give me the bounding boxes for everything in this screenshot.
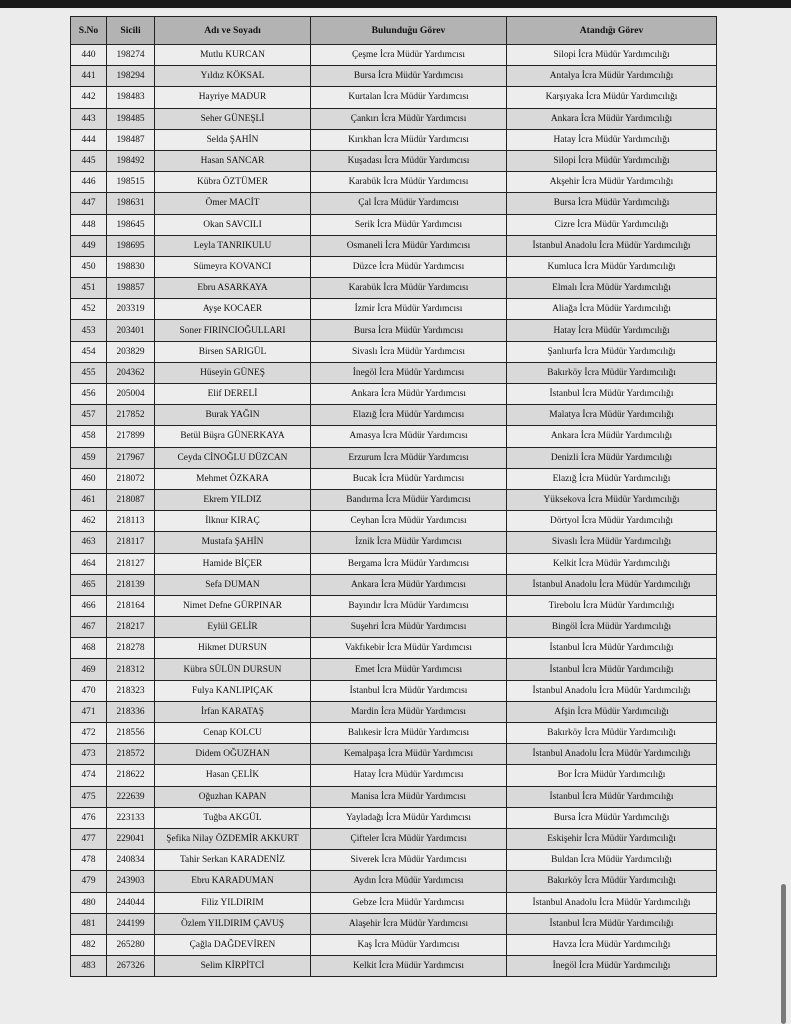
table-row xyxy=(71,172,717,193)
table-row xyxy=(71,786,717,807)
cell-assigned-post: Antalya İcra Müdür Yardımcılığı xyxy=(507,66,717,87)
cell-sno: 464 xyxy=(71,553,107,574)
scrollbar[interactable] xyxy=(781,884,786,1024)
cell-assigned-post: Hatay İcra Müdür Yardımcılığı xyxy=(507,129,717,150)
cell-current-post: Yayladağı İcra Müdür Yardımcısı xyxy=(311,807,507,828)
table-body xyxy=(71,45,717,977)
cell-current-post: Vakfıkebir İcra Müdür Yardımcısı xyxy=(311,638,507,659)
cell-name: Mustafa ŞAHİN xyxy=(155,532,311,553)
table-row xyxy=(71,892,717,913)
cell-assigned-post: İstanbul İcra Müdür Yardımcılığı xyxy=(507,786,717,807)
cell-sno: 466 xyxy=(71,595,107,616)
cell-sicil: 205004 xyxy=(107,384,155,405)
cell-sicil: 218113 xyxy=(107,511,155,532)
header-assigned-post: Atandığı Görev xyxy=(507,17,717,45)
cell-name: Nimet Defne GÜRPINAR xyxy=(155,595,311,616)
cell-assigned-post: İstanbul Anadolu İcra Müdür Yardımcılığı xyxy=(507,744,717,765)
cell-current-post: Bandırma İcra Müdür Yardımcısı xyxy=(311,489,507,510)
cell-assigned-post: Aliağa İcra Müdür Yardımcılığı xyxy=(507,299,717,320)
cell-assigned-post: Havza İcra Müdür Yardımcılığı xyxy=(507,934,717,955)
cell-assigned-post: Tirebolu İcra Müdür Yardımcılığı xyxy=(507,595,717,616)
cell-sno: 476 xyxy=(71,807,107,828)
cell-assigned-post: Karşıyaka İcra Müdür Yardımcılığı xyxy=(507,87,717,108)
cell-assigned-post: Bursa İcra Müdür Yardımcılığı xyxy=(507,807,717,828)
table-row xyxy=(71,807,717,828)
cell-current-post: İstanbul İcra Müdür Yardımcısı xyxy=(311,680,507,701)
cell-sicil: 222639 xyxy=(107,786,155,807)
cell-name: Tahir Serkan KARADENİZ xyxy=(155,850,311,871)
cell-current-post: Serik İcra Müdür Yardımcısı xyxy=(311,214,507,235)
appointment-table xyxy=(70,16,717,977)
cell-current-post: Balıkesir İcra Müdür Yardımcısı xyxy=(311,723,507,744)
cell-assigned-post: Şanlıurfa İcra Müdür Yardımcılığı xyxy=(507,341,717,362)
cell-assigned-post: Denizli İcra Müdür Yardımcılığı xyxy=(507,447,717,468)
table-row xyxy=(71,45,717,66)
cell-name: Sümeyra KOVANCI xyxy=(155,256,311,277)
table-row xyxy=(71,278,717,299)
cell-sno: 469 xyxy=(71,659,107,680)
table-row xyxy=(71,511,717,532)
cell-name: Özlem YILDIRIM ÇAVUŞ xyxy=(155,913,311,934)
cell-current-post: Çeşme İcra Müdür Yardımcısı xyxy=(311,45,507,66)
cell-sicil: 198857 xyxy=(107,278,155,299)
cell-sicil: 198515 xyxy=(107,172,155,193)
table-row xyxy=(71,765,717,786)
cell-sicil: 198695 xyxy=(107,235,155,256)
cell-name: Hamide BİÇER xyxy=(155,553,311,574)
cell-assigned-post: Silopi İcra Müdür Yardımcılığı xyxy=(507,150,717,171)
cell-name: Ebru ASARKAYA xyxy=(155,278,311,299)
table-row xyxy=(71,850,717,871)
header-current-post: Bulunduğu Görev xyxy=(311,17,507,45)
cell-assigned-post: Silopi İcra Müdür Yardımcılığı xyxy=(507,45,717,66)
cell-sno: 470 xyxy=(71,680,107,701)
cell-current-post: Bayındır İcra Müdür Yardımcısı xyxy=(311,595,507,616)
cell-sicil: 217967 xyxy=(107,447,155,468)
cell-sicil: 198645 xyxy=(107,214,155,235)
cell-assigned-post: Eskişehir İcra Müdür Yardımcılığı xyxy=(507,828,717,849)
cell-current-post: Kemalpaşa İcra Müdür Yardımcısı xyxy=(311,744,507,765)
cell-sno: 443 xyxy=(71,108,107,129)
cell-sicil: 203829 xyxy=(107,341,155,362)
cell-sno: 467 xyxy=(71,617,107,638)
cell-assigned-post: Dörtyol İcra Müdür Yardımcılığı xyxy=(507,511,717,532)
cell-current-post: Kaş İcra Müdür Yardımcısı xyxy=(311,934,507,955)
cell-name: Hikmet DURSUN xyxy=(155,638,311,659)
top-edge xyxy=(0,0,791,8)
cell-name: Hayriye MADUR xyxy=(155,87,311,108)
cell-sno: 458 xyxy=(71,426,107,447)
cell-sicil: 218336 xyxy=(107,701,155,722)
cell-name: Ekrem YILDIZ xyxy=(155,489,311,510)
cell-sno: 450 xyxy=(71,256,107,277)
cell-name: Ebru KARADUMAN xyxy=(155,871,311,892)
cell-sicil: 218622 xyxy=(107,765,155,786)
table-row xyxy=(71,150,717,171)
cell-name: Birsen SARIGÜL xyxy=(155,341,311,362)
cell-sicil: 204362 xyxy=(107,362,155,383)
table-row xyxy=(71,934,717,955)
cell-sno: 455 xyxy=(71,362,107,383)
cell-current-post: Mardin İcra Müdür Yardımcısı xyxy=(311,701,507,722)
table-row xyxy=(71,638,717,659)
cell-sicil: 203319 xyxy=(107,299,155,320)
cell-assigned-post: Elazığ İcra Müdür Yardımcılığı xyxy=(507,468,717,489)
table-row xyxy=(71,426,717,447)
table-row xyxy=(71,828,717,849)
cell-current-post: Manisa İcra Müdür Yardımcısı xyxy=(311,786,507,807)
cell-name: Kübra ÖZTÜMER xyxy=(155,172,311,193)
table-row xyxy=(71,235,717,256)
table-row xyxy=(71,723,717,744)
cell-sicil: 218572 xyxy=(107,744,155,765)
table-row xyxy=(71,701,717,722)
cell-sno: 463 xyxy=(71,532,107,553)
table-row xyxy=(71,341,717,362)
cell-sicil: 218087 xyxy=(107,489,155,510)
cell-assigned-post: Buldan İcra Müdür Yardımcılığı xyxy=(507,850,717,871)
cell-name: Soner FIRINCIOĞULLARI xyxy=(155,320,311,341)
cell-sno: 442 xyxy=(71,87,107,108)
table-row xyxy=(71,299,717,320)
table-row xyxy=(71,87,717,108)
cell-sno: 471 xyxy=(71,701,107,722)
table-row xyxy=(71,532,717,553)
cell-sicil: 218072 xyxy=(107,468,155,489)
cell-sno: 481 xyxy=(71,913,107,934)
cell-assigned-post: İstanbul İcra Müdür Yardımcılığı xyxy=(507,913,717,934)
cell-sno: 453 xyxy=(71,320,107,341)
table-row xyxy=(71,256,717,277)
cell-sno: 448 xyxy=(71,214,107,235)
cell-sicil: 198274 xyxy=(107,45,155,66)
cell-assigned-post: Akşehir İcra Müdür Yardımcılığı xyxy=(507,172,717,193)
cell-sno: 444 xyxy=(71,129,107,150)
cell-current-post: İzmir İcra Müdür Yardımcısı xyxy=(311,299,507,320)
cell-name: Mehmet ÖZKARA xyxy=(155,468,311,489)
cell-assigned-post: İstanbul İcra Müdür Yardımcılığı xyxy=(507,659,717,680)
cell-assigned-post: Elmalı İcra Müdür Yardımcılığı xyxy=(507,278,717,299)
cell-current-post: İznik İcra Müdür Yardımcısı xyxy=(311,532,507,553)
cell-sno: 472 xyxy=(71,723,107,744)
table-row xyxy=(71,595,717,616)
cell-current-post: Karabük İcra Müdür Yardımcısı xyxy=(311,278,507,299)
cell-current-post: Bergama İcra Müdür Yardımcısı xyxy=(311,553,507,574)
cell-name: Kübra SÜLÜN DURSUN xyxy=(155,659,311,680)
table-row xyxy=(71,405,717,426)
cell-current-post: Ceyhan İcra Müdür Yardımcısı xyxy=(311,511,507,532)
cell-sicil: 217899 xyxy=(107,426,155,447)
cell-name: Filiz YILDIRIM xyxy=(155,892,311,913)
cell-name: İrfan KARATAŞ xyxy=(155,701,311,722)
cell-current-post: Alaşehir İcra Müdür Yardımcısı xyxy=(311,913,507,934)
cell-assigned-post: Kumluca İcra Müdür Yardımcılığı xyxy=(507,256,717,277)
cell-sno: 454 xyxy=(71,341,107,362)
cell-name: Burak YAĞIN xyxy=(155,405,311,426)
cell-sno: 478 xyxy=(71,850,107,871)
cell-sno: 459 xyxy=(71,447,107,468)
cell-name: Oğuzhan KAPAN xyxy=(155,786,311,807)
cell-name: Hasan SANCAR xyxy=(155,150,311,171)
table-row xyxy=(71,108,717,129)
cell-sno: 479 xyxy=(71,871,107,892)
cell-name: Yıldız KÖKSAL xyxy=(155,66,311,87)
cell-name: Sefa DUMAN xyxy=(155,574,311,595)
cell-sicil: 218139 xyxy=(107,574,155,595)
cell-sicil: 218164 xyxy=(107,595,155,616)
cell-name: Selda ŞAHİN xyxy=(155,129,311,150)
cell-sicil: 217852 xyxy=(107,405,155,426)
cell-name: Hasan ÇELİK xyxy=(155,765,311,786)
cell-sno: 445 xyxy=(71,150,107,171)
table-row xyxy=(71,193,717,214)
cell-current-post: Düzce İcra Müdür Yardımcısı xyxy=(311,256,507,277)
cell-assigned-post: Kelkit İcra Müdür Yardımcılığı xyxy=(507,553,717,574)
table-row xyxy=(71,489,717,510)
cell-sno: 483 xyxy=(71,956,107,977)
cell-assigned-post: Bakırköy İcra Müdür Yardımcılığı xyxy=(507,871,717,892)
cell-sno: 477 xyxy=(71,828,107,849)
cell-sicil: 203401 xyxy=(107,320,155,341)
cell-name: Ceyda CİNOĞLU DÜZCAN xyxy=(155,447,311,468)
table-row xyxy=(71,320,717,341)
table-header-row xyxy=(71,17,717,45)
cell-current-post: Gebze İcra Müdür Yardımcısı xyxy=(311,892,507,913)
cell-sicil: 198487 xyxy=(107,129,155,150)
cell-current-post: Siverek İcra Müdür Yardımcısı xyxy=(311,850,507,871)
cell-assigned-post: Malatya İcra Müdür Yardımcılığı xyxy=(507,405,717,426)
cell-name: İlknur KIRAÇ xyxy=(155,511,311,532)
cell-assigned-post: Afşin İcra Müdür Yardımcılığı xyxy=(507,701,717,722)
cell-sno: 462 xyxy=(71,511,107,532)
cell-current-post: Osmaneli İcra Müdür Yardımcısı xyxy=(311,235,507,256)
cell-current-post: Suşehri İcra Müdür Yardımcısı xyxy=(311,617,507,638)
cell-name: Okan SAVCILI xyxy=(155,214,311,235)
cell-sicil: 218117 xyxy=(107,532,155,553)
cell-assigned-post: Hatay İcra Müdür Yardımcılığı xyxy=(507,320,717,341)
cell-assigned-post: İstanbul Anadolu İcra Müdür Yardımcılığı xyxy=(507,574,717,595)
table-row xyxy=(71,956,717,977)
cell-current-post: Ankara İcra Müdür Yardımcısı xyxy=(311,384,507,405)
cell-sno: 441 xyxy=(71,66,107,87)
cell-sno: 460 xyxy=(71,468,107,489)
cell-name: Seher GÜNEŞLİ xyxy=(155,108,311,129)
table-row xyxy=(71,553,717,574)
cell-sicil: 198485 xyxy=(107,108,155,129)
table-row xyxy=(71,129,717,150)
cell-current-post: Kelkit İcra Müdür Yardımcısı xyxy=(311,956,507,977)
cell-assigned-post: Bakırköy İcra Müdür Yardımcılığı xyxy=(507,723,717,744)
cell-assigned-post: Ankara İcra Müdür Yardımcılığı xyxy=(507,426,717,447)
cell-assigned-post: İstanbul İcra Müdür Yardımcılığı xyxy=(507,384,717,405)
header-name: Adı ve Soyadı xyxy=(155,17,311,45)
cell-assigned-post: İstanbul Anadolu İcra Müdür Yardımcılığı xyxy=(507,235,717,256)
cell-assigned-post: İstanbul Anadolu İcra Müdür Yardımcılığı xyxy=(507,680,717,701)
cell-sicil: 243903 xyxy=(107,871,155,892)
cell-sno: 456 xyxy=(71,384,107,405)
cell-current-post: Kurtalan İcra Müdür Yardımcısı xyxy=(311,87,507,108)
cell-name: Ömer MACİT xyxy=(155,193,311,214)
cell-current-post: Emet İcra Müdür Yardımcısı xyxy=(311,659,507,680)
table-row xyxy=(71,871,717,892)
cell-assigned-post: Bakırköy İcra Müdür Yardımcılığı xyxy=(507,362,717,383)
cell-sno: 446 xyxy=(71,172,107,193)
cell-name: Mutlu KURCAN xyxy=(155,45,311,66)
cell-sno: 474 xyxy=(71,765,107,786)
cell-sicil: 218323 xyxy=(107,680,155,701)
cell-name: Selim KİRPİTCİ xyxy=(155,956,311,977)
cell-sicil: 244044 xyxy=(107,892,155,913)
cell-assigned-post: Sivaslı İcra Müdür Yardımcılığı xyxy=(507,532,717,553)
table-row xyxy=(71,574,717,595)
cell-name: Leyla TANRIKULU xyxy=(155,235,311,256)
cell-sno: 473 xyxy=(71,744,107,765)
table-row xyxy=(71,214,717,235)
cell-sicil: 198483 xyxy=(107,87,155,108)
cell-name: Cenap KOLCU xyxy=(155,723,311,744)
table-row xyxy=(71,617,717,638)
cell-sicil: 218127 xyxy=(107,553,155,574)
cell-sicil: 218217 xyxy=(107,617,155,638)
cell-assigned-post: İnegöl İcra Müdür Yardımcılığı xyxy=(507,956,717,977)
cell-sno: 440 xyxy=(71,45,107,66)
cell-name: Ayşe KOCAER xyxy=(155,299,311,320)
cell-sicil: 240834 xyxy=(107,850,155,871)
cell-sicil: 218312 xyxy=(107,659,155,680)
cell-name: Çağla DAĞDEVİREN xyxy=(155,934,311,955)
cell-name: Elif DERELİ xyxy=(155,384,311,405)
cell-current-post: Karabük İcra Müdür Yardımcısı xyxy=(311,172,507,193)
table-row xyxy=(71,913,717,934)
cell-name: Eylül GELİR xyxy=(155,617,311,638)
cell-current-post: Kuşadası İcra Müdür Yardımcısı xyxy=(311,150,507,171)
cell-sno: 475 xyxy=(71,786,107,807)
cell-sicil: 244199 xyxy=(107,913,155,934)
cell-sno: 465 xyxy=(71,574,107,595)
cell-current-post: İnegöl İcra Müdür Yardımcısı xyxy=(311,362,507,383)
cell-sicil: 198294 xyxy=(107,66,155,87)
cell-sno: 449 xyxy=(71,235,107,256)
cell-current-post: Çal İcra Müdür Yardımcısı xyxy=(311,193,507,214)
cell-current-post: Elazığ İcra Müdür Yardımcısı xyxy=(311,405,507,426)
table-row xyxy=(71,66,717,87)
table-row xyxy=(71,468,717,489)
cell-name: Fulya KANLIPIÇAK xyxy=(155,680,311,701)
table-row xyxy=(71,384,717,405)
cell-sicil: 198830 xyxy=(107,256,155,277)
cell-name: Hüseyin GÜNEŞ xyxy=(155,362,311,383)
cell-assigned-post: Bursa İcra Müdür Yardımcılığı xyxy=(507,193,717,214)
cell-current-post: Aydın İcra Müdür Yardımcısı xyxy=(311,871,507,892)
cell-name: Didem OĞUZHAN xyxy=(155,744,311,765)
cell-sno: 452 xyxy=(71,299,107,320)
cell-current-post: Sivaslı İcra Müdür Yardımcısı xyxy=(311,341,507,362)
table-row xyxy=(71,659,717,680)
cell-sno: 451 xyxy=(71,278,107,299)
header-sno: S.No xyxy=(71,17,107,45)
cell-current-post: Amasya İcra Müdür Yardımcısı xyxy=(311,426,507,447)
table-row xyxy=(71,744,717,765)
cell-assigned-post: Ankara İcra Müdür Yardımcılığı xyxy=(507,108,717,129)
table-row xyxy=(71,362,717,383)
cell-assigned-post: Cizre İcra Müdür Yardımcılığı xyxy=(507,214,717,235)
cell-name: Şefika Nilay ÖZDEMİR AKKURT xyxy=(155,828,311,849)
cell-current-post: Hatay İcra Müdür Yardımcısı xyxy=(311,765,507,786)
table-row xyxy=(71,680,717,701)
cell-sno: 457 xyxy=(71,405,107,426)
cell-current-post: Ankara İcra Müdür Yardımcısı xyxy=(311,574,507,595)
cell-assigned-post: İstanbul İcra Müdür Yardımcılığı xyxy=(507,638,717,659)
cell-sicil: 229041 xyxy=(107,828,155,849)
cell-sno: 482 xyxy=(71,934,107,955)
cell-sno: 480 xyxy=(71,892,107,913)
cell-sicil: 218556 xyxy=(107,723,155,744)
cell-current-post: Bucak İcra Müdür Yardımcısı xyxy=(311,468,507,489)
cell-current-post: Kırıkhan İcra Müdür Yardımcısı xyxy=(311,129,507,150)
cell-sicil: 198492 xyxy=(107,150,155,171)
cell-sicil: 265280 xyxy=(107,934,155,955)
cell-current-post: Bursa İcra Müdür Yardımcısı xyxy=(311,320,507,341)
cell-name: Betül Büşra GÜNERKAYA xyxy=(155,426,311,447)
cell-current-post: Çifteler İcra Müdür Yardımcısı xyxy=(311,828,507,849)
cell-sicil: 198631 xyxy=(107,193,155,214)
cell-current-post: Bursa İcra Müdür Yardımcısı xyxy=(311,66,507,87)
cell-assigned-post: Bingöl İcra Müdür Yardımcılığı xyxy=(507,617,717,638)
cell-assigned-post: Bor İcra Müdür Yardımcılığı xyxy=(507,765,717,786)
cell-sno: 468 xyxy=(71,638,107,659)
cell-assigned-post: Yüksekova İcra Müdür Yardımcılığı xyxy=(507,489,717,510)
table-row xyxy=(71,447,717,468)
cell-sicil: 223133 xyxy=(107,807,155,828)
cell-sno: 447 xyxy=(71,193,107,214)
cell-sicil: 267326 xyxy=(107,956,155,977)
header-sicil: Sicili xyxy=(107,17,155,45)
cell-current-post: Erzurum İcra Müdür Yardımcısı xyxy=(311,447,507,468)
cell-name: Tuğba AKGÜL xyxy=(155,807,311,828)
cell-current-post: Çankırı İcra Müdür Yardımcısı xyxy=(311,108,507,129)
cell-sno: 461 xyxy=(71,489,107,510)
cell-sicil: 218278 xyxy=(107,638,155,659)
cell-assigned-post: İstanbul Anadolu İcra Müdür Yardımcılığı xyxy=(507,892,717,913)
